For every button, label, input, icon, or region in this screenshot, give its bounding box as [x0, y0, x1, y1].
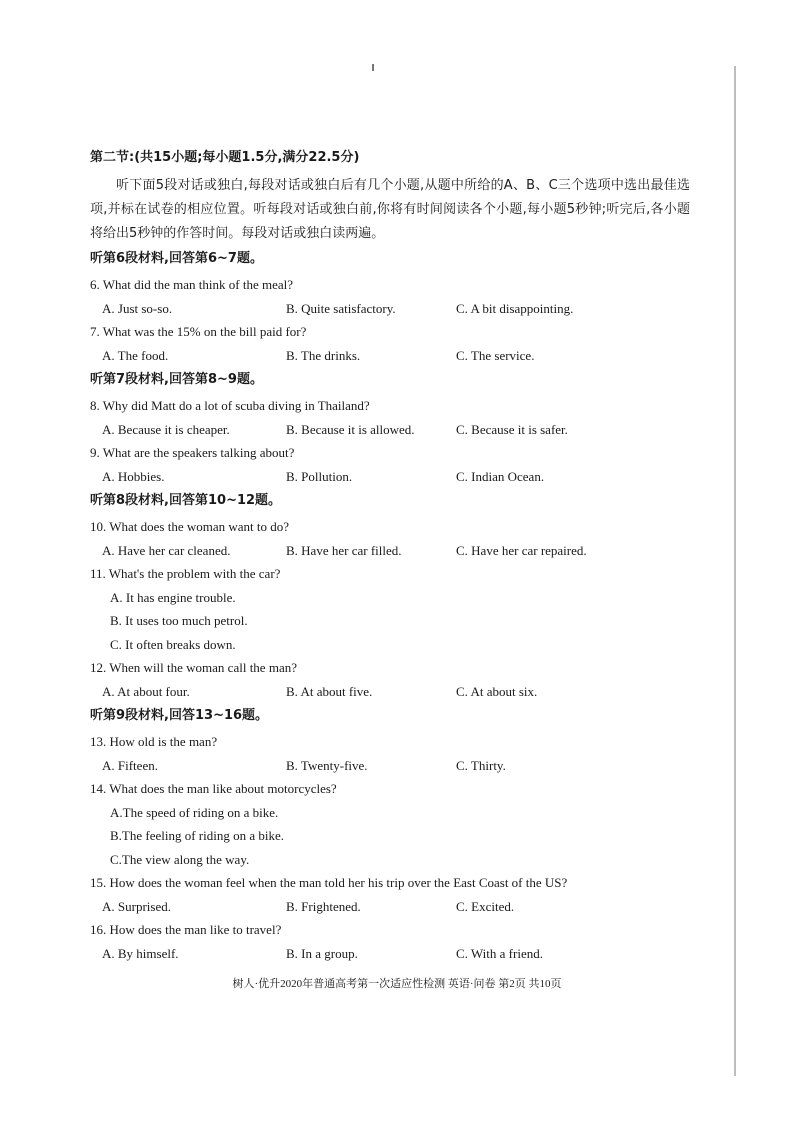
question-stem: 15. How does the woman feel when the man told her his trip over the East Coast of the US?: [90, 875, 568, 890]
options-row: [90, 895, 690, 919]
question-stem: 10. What does the woman want to do?: [90, 519, 290, 534]
option-c: C. With a friend.: [456, 945, 543, 961]
option-a: A. Have her car cleaned.: [102, 542, 231, 558]
options-row: [90, 465, 690, 489]
option-a: A.The speed of riding on a bike.: [110, 804, 279, 820]
option-c: C.The view along the way.: [110, 851, 250, 867]
option-c: C. At about six.: [456, 683, 538, 699]
question-stem: 6. What did the man think of the meal?: [90, 277, 294, 292]
listening-section: [90, 148, 690, 965]
option-a: A. Fifteen.: [102, 757, 158, 773]
option-b: B.The feeling of riding on a bike.: [110, 828, 285, 843]
option-c: C. It often breaks down.: [110, 636, 236, 652]
option-c: C. Excited.: [456, 898, 515, 914]
question-stem: 16. How does the man like to travel?: [90, 922, 282, 937]
option-c: C. The service.: [456, 347, 535, 363]
option-b: B. Twenty-five.: [286, 757, 368, 773]
options-row: [90, 539, 690, 563]
option-a: A. It has engine trouble.: [110, 589, 236, 605]
question-stem: 11. What's the problem with the car?: [90, 566, 281, 581]
group-heading: 听第7段材料,回答第8~9题。: [90, 372, 263, 387]
question-stem: 7. What was the 15% on the bill paid for?: [90, 324, 307, 339]
option-a: A. Because it is cheaper.: [102, 421, 230, 437]
option-c: C. Indian Ocean.: [456, 468, 545, 484]
scan-edge-line: [734, 66, 736, 1076]
group-heading: 听第9段材料,回答13~16题。: [90, 708, 269, 723]
page-footer: 树人·优升2020年普通高考第一次适应性检测 英语·问卷 第2页 共10页: [232, 978, 562, 990]
options-row: [90, 942, 690, 966]
option-b: B. Pollution.: [286, 468, 353, 484]
options-row: [90, 297, 690, 321]
options-row: [90, 418, 690, 442]
option-b: B. In a group.: [286, 945, 358, 961]
option-b: B. Quite satisfactory.: [286, 300, 396, 316]
question-stem: 9. What are the speakers talking about?: [90, 445, 295, 460]
scan-mark: [372, 64, 374, 71]
option-c: C. Thirty.: [456, 757, 506, 773]
group-heading: 听第8段材料,回答第10~12题。: [90, 493, 282, 508]
option-a: A. Hobbies.: [102, 468, 165, 484]
option-a: A. Just so-so.: [102, 300, 173, 316]
option-b: B. Because it is allowed.: [286, 421, 415, 437]
option-a: A. The food.: [102, 347, 169, 363]
question-stem: 8. Why did Matt do a lot of scuba diving in Thailand?: [90, 398, 370, 413]
group-heading: 听第6段材料,回答第6~7题。: [90, 251, 263, 266]
question-stem: 12. When will the woman call the man?: [90, 660, 297, 675]
option-b: B. Frightened.: [286, 898, 361, 914]
question-stem: 13. How old is the man?: [90, 734, 218, 749]
question-stem: 14. What does the man like about motorcycles?: [90, 781, 337, 796]
option-b: B. It uses too much petrol.: [110, 613, 248, 628]
section-instructions: 听下面5段对话或独白,每段对话或独白后有几个小题,从题中所给的A、B、C三个选项中选出最佳选项,并标在试卷的相应位置。听每段对话或独白前,你将有时间阅读各个小题,每小题5秒钟;听完后,各小题将给出5秒钟的作答时间。每段对话或独白读两遍。: [90, 178, 690, 241]
option-c: C. Have her car repaired.: [456, 542, 587, 558]
option-a: A. By himself.: [102, 945, 179, 961]
option-a: A. Surprised.: [102, 898, 171, 914]
option-b: B. At about five.: [286, 683, 373, 699]
option-c: C. Because it is safer.: [456, 421, 568, 437]
option-b: B. The drinks.: [286, 347, 361, 363]
options-row: [90, 680, 690, 704]
option-b: B. Have her car filled.: [286, 542, 402, 558]
option-a: A. At about four.: [102, 683, 190, 699]
options-row: [90, 754, 690, 778]
options-row: [90, 344, 690, 368]
option-c: C. A bit disappointing.: [456, 300, 574, 316]
section-title: 第二节:(共15小题;每小题1.5分,满分22.5分): [90, 150, 360, 165]
